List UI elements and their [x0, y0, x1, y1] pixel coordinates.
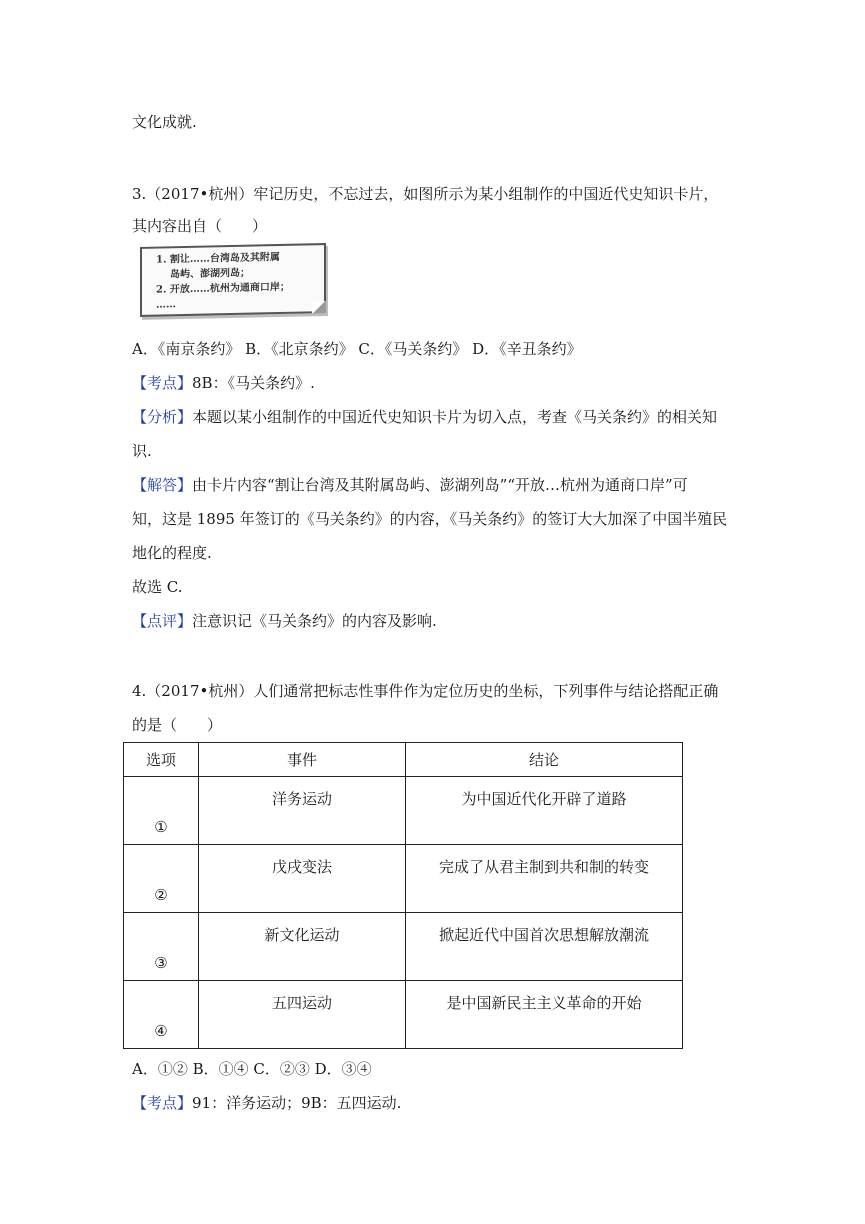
kaodian-tag: 【考点】 [132, 1094, 193, 1112]
dianping-tag: 【点评】 [132, 612, 193, 630]
card-line1: 1. 割让……台湾岛及其附属 [156, 252, 280, 266]
q3-fenxi-line2: 识. [132, 442, 152, 460]
row-event: 洋务运动 [271, 790, 332, 808]
fenxi-tag: 【分析】 [132, 408, 193, 426]
q3-dianping [132, 611, 437, 631]
row-event: 新文化运动 [264, 926, 340, 944]
fenxi-text: 本题以某小组制作的中国近代史知识卡片为切入点，考查《马关条约》的相关知 [192, 408, 718, 426]
table-row [124, 845, 683, 913]
q4-stem-line1: 4.（2017•杭州）人们通常把标志性事件作为定位历史的坐标，下列事件与结论搭配正确 [132, 682, 719, 700]
row-conclusion: 是中国新民主主义革命的开始 [446, 994, 642, 1012]
card-line4: …… [156, 299, 176, 311]
q3-fenxi-line1 [132, 407, 717, 427]
intro-line: 文化成就. [132, 113, 197, 131]
header-conclusion: 结论 [406, 743, 683, 777]
table-row [124, 981, 683, 1049]
jieda-text: 由卡片内容“割让台湾及其附属岛屿、澎湖列岛”“开放…杭州为通商口岸”可 [192, 476, 688, 494]
row-conclusion: 为中国近代化开辟了道路 [461, 790, 627, 808]
knowledge-card-image [140, 243, 326, 317]
kaodian-text: 91：洋务运动；9B：五四运动. [192, 1094, 402, 1112]
row-number: ④ [154, 1022, 168, 1040]
row-number: ② [154, 886, 168, 904]
q3-jieda-line3: 地化的程度. [132, 544, 212, 562]
q3-jieda-line1 [132, 475, 688, 495]
q4-options-table [123, 742, 683, 1049]
q3-stem-line2: 其内容出自（ ） [132, 217, 268, 235]
row-conclusion: 完成了从君主制到共和制的转变 [438, 858, 649, 876]
row-conclusion: 掀起近代中国首次思想解放潮流 [438, 926, 649, 944]
q3-kaodian [132, 373, 315, 393]
row-number: ③ [154, 954, 168, 972]
row-event: 五四运动 [271, 994, 332, 1012]
q3-jieda-line2: 知，这是 1895 年签订的《马关条约》的内容，《马关条约》的签订大大加深了中国半殖民 [132, 510, 728, 528]
card-line2: 岛屿、澎湖列岛； [170, 267, 250, 281]
table-header-row [124, 743, 683, 777]
kaodian-tag: 【考点】 [132, 374, 193, 392]
jieda-tag: 【解答】 [132, 476, 193, 494]
q3-stem-line1: 3.（2017•杭州）牢记历史，不忘过去，如图所示为某小组制作的中国近代史知识卡片， [132, 185, 719, 203]
card-line3: 2. 开放……杭州为通商口岸； [156, 281, 290, 296]
q4-kaodian [132, 1093, 401, 1113]
header-event: 事件 [199, 743, 406, 777]
row-number: ① [154, 818, 168, 836]
table-row [124, 777, 683, 845]
table-row [124, 913, 683, 981]
header-option: 选项 [124, 743, 199, 777]
q4-options: A．①② B．①④ C．②③ D．③④ [132, 1060, 372, 1078]
card-folded-corner [312, 301, 326, 313]
q4-stem-line2: 的是（ ） [132, 716, 223, 734]
dianping-text: 注意识记《马关条约》的内容及影响. [192, 612, 437, 630]
q3-options: A．《南京条约》 B．《北京条约》 C．《马关条约》 D．《辛丑条约》 [132, 340, 582, 358]
row-event: 戊戌变法 [271, 858, 332, 876]
kaodian-text: 8B：《马关条约》. [192, 374, 315, 392]
q3-answer: 故选 C. [132, 578, 183, 596]
